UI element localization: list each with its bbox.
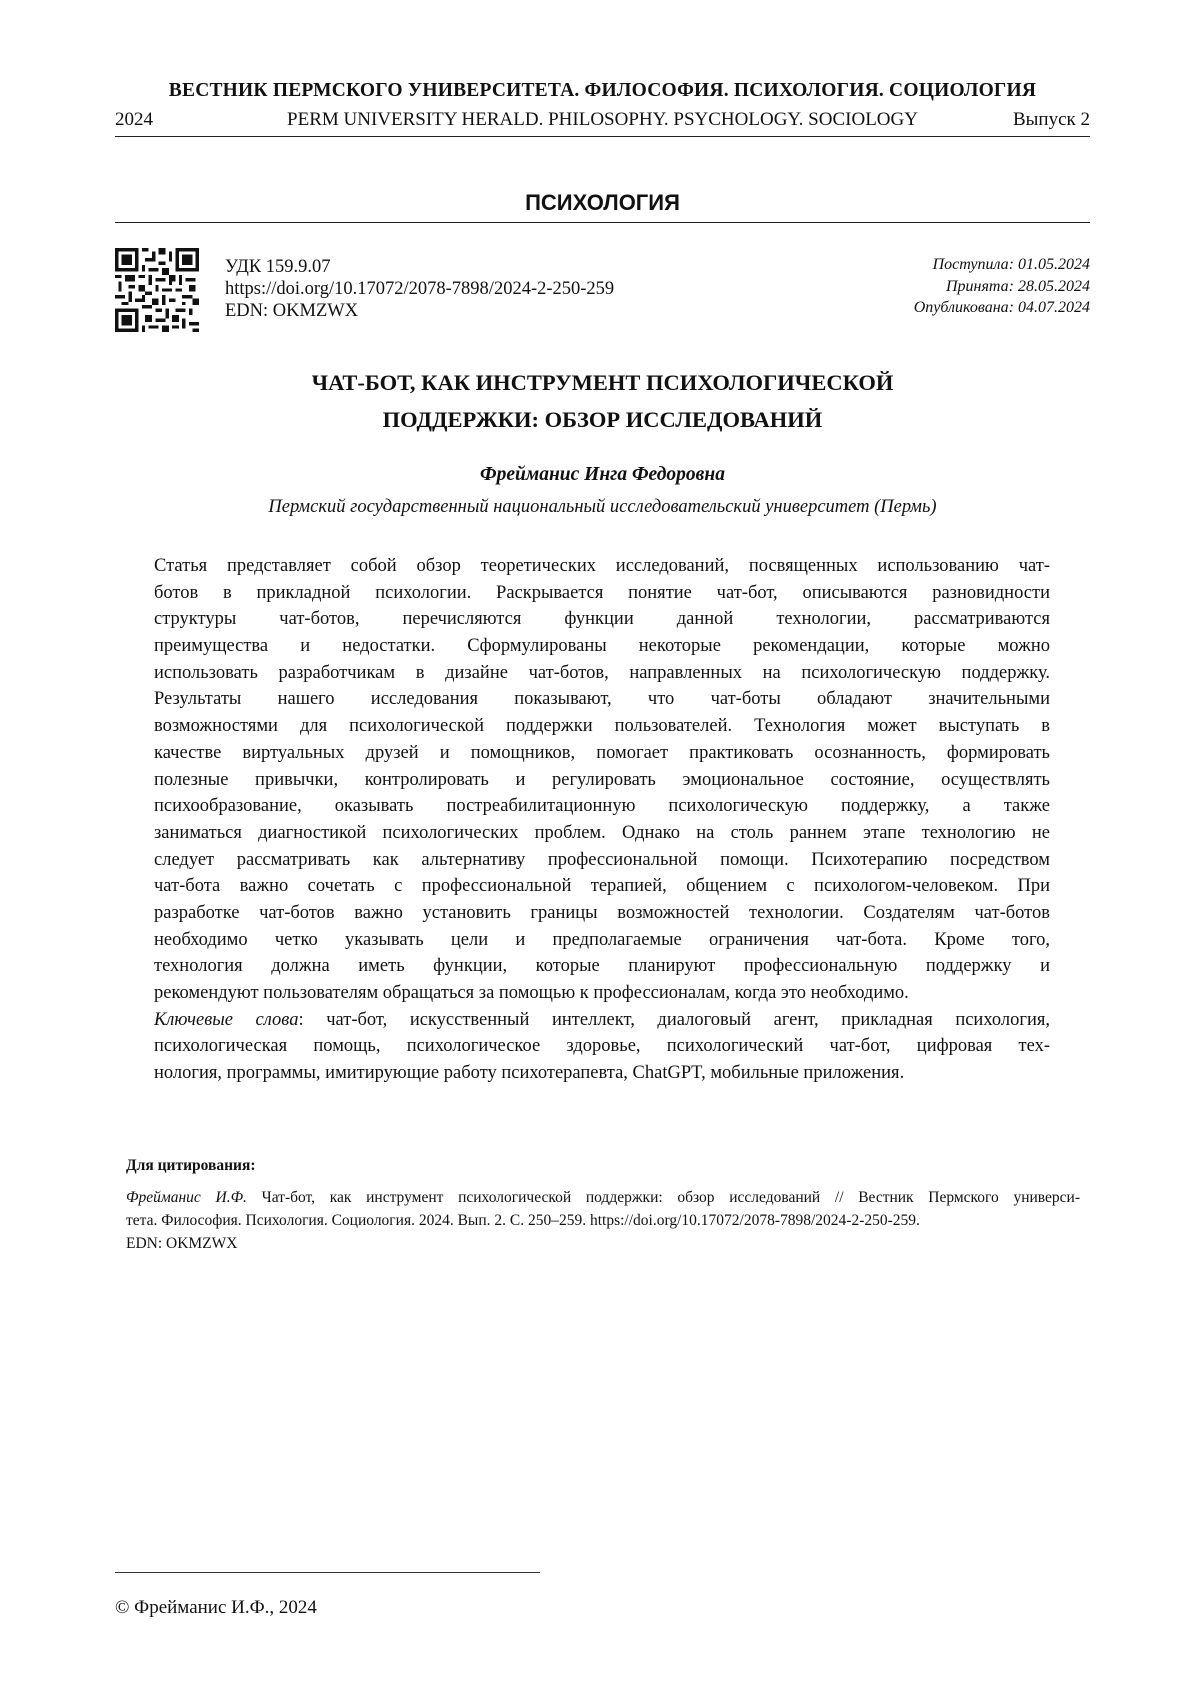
abstract-line: структуры чат-ботов, перечисляются функции данной технологии, рассматриваются [154, 606, 1050, 633]
abstract [154, 553, 1050, 1087]
article-page [0, 0, 1200, 1697]
author-affiliation: Пермский государственный национальный исследовательский университет (Пермь) [115, 497, 1090, 518]
header-divider [115, 136, 1090, 137]
keywords-label: Ключевые слова [154, 1010, 298, 1030]
abstract-line: заниматься диагностикой психологических проблем. Однако на столь раннем этапе технологию не [154, 820, 1050, 847]
abstract-line: преимущества и недостатки. Сформулированы некоторые рекомендации, которые можно [154, 633, 1050, 660]
abstract-line: Статья представляет собой обзор теоретических исследований, посвященных использованию чат- [154, 553, 1050, 580]
abstract-line: разработке чат-ботов важно установить границы возможностей технологии. Создателям чат-ботов [154, 900, 1050, 927]
abstract-line: технология должна иметь функции, которые планируют профессиональную поддержку и [154, 953, 1050, 980]
keywords-text: : чат-бот, искусственный интеллект, диалоговый агент, прикладная психология, [298, 1010, 1050, 1030]
citation-text: Чат-бот, как инструмент психологической поддержки: обзор исследований // Вестник Пермского универси- [247, 1189, 1080, 1206]
abstract-line: следует рассматривать как альтернативу профессиональной помощи. Психотерапию посредством [154, 847, 1050, 874]
journal-year: 2024 [115, 109, 153, 131]
date-received: Поступила: 01.05.2024 [914, 254, 1090, 276]
citation-line: EDN: OKMZWX [126, 1232, 1080, 1255]
abstract-line: возможностями для психологической поддержки пользователей. Технология может выступать в [154, 713, 1050, 740]
abstract-line: ботов в прикладной психологии. Раскрывается понятие чат-бот, описываются разновидности [154, 580, 1050, 607]
keywords-line: нология, программы, имитирующие работу психотерапевта, ChatGPT, мобильные приложения. [154, 1060, 1050, 1087]
abstract-line: чат-бота важно сочетать с профессиональной терапией, общением с психологом-человеком. При [154, 873, 1050, 900]
doi-link: https://doi.org/10.17072/2078-7898/2024-2-250-259 [225, 278, 614, 300]
date-published: Опубликована: 04.07.2024 [914, 297, 1090, 319]
citation [126, 1186, 1080, 1255]
copyright: © Фрейманис И.Ф., 2024 [115, 1597, 317, 1619]
footnote-divider [115, 1572, 540, 1573]
keywords-line [154, 1007, 1050, 1034]
journal-info-row [115, 109, 1090, 133]
qr-code-icon [115, 248, 199, 332]
journal-title-en: PERM UNIVERSITY HERALD. PHILOSOPHY. PSYCHOLOGY. SOCIOLOGY [115, 109, 1090, 131]
article-title [115, 364, 1090, 438]
edn-code: EDN: OKMZWX [225, 300, 614, 322]
article-title-line: ЧАТ-БОТ, КАК ИНСТРУМЕНТ ПСИХОЛОГИЧЕСКОЙ [115, 364, 1090, 401]
journal-title-ru: ВЕСТНИК ПЕРМСКОГО УНИВЕРСИТЕТА. ФИЛОСОФИЯ. ПСИХОЛОГИЯ. СОЦИОЛОГИЯ [115, 80, 1090, 102]
abstract-line: использовать разработчикам в дизайне чат-ботов, направленных на психологическую поддержку. [154, 660, 1050, 687]
abstract-line: рекомендуют пользователям обращаться за помощью к профессионалам, когда это необходимо. [154, 980, 1050, 1007]
journal-issue: Выпуск 2 [1013, 109, 1090, 131]
date-accepted: Принята: 28.05.2024 [914, 276, 1090, 298]
article-title-line: ПОДДЕРЖКИ: ОБЗОР ИССЛЕДОВАНИЙ [115, 401, 1090, 438]
article-author: Фрейманис Инга Федоровна [115, 464, 1090, 486]
abstract-line: психообразование, оказывать постреабилитационную психологическую поддержку, а также [154, 793, 1050, 820]
abstract-line: Результаты нашего исследования показывают, что чат-боты обладают значительными [154, 686, 1050, 713]
citation-author: Фрейманис И.Ф. [126, 1189, 247, 1206]
abstract-line: полезные привычки, контролировать и регулировать эмоциональное состояние, осуществлять [154, 767, 1050, 794]
citation-heading: Для цитирования: [126, 1157, 256, 1175]
publication-dates [914, 254, 1090, 319]
citation-line: тета. Философия. Психология. Социология. 2024. Вып. 2. С. 250–259. https://doi.org/10.17072/2078-7898/2024-2-250-259. [126, 1209, 1080, 1232]
section-divider [115, 222, 1090, 223]
article-meta [225, 256, 614, 322]
keywords-line: психологическая помощь, психологическое здоровье, психологический чат-бот, цифровая тех- [154, 1033, 1050, 1060]
section-title: ПСИХОЛОГИЯ [115, 190, 1090, 216]
udk-code: УДК 159.9.07 [225, 256, 614, 278]
abstract-line: качестве виртуальных друзей и помощников, помогает практиковать осознанность, формировать [154, 740, 1050, 767]
abstract-line: необходимо четко указывать цели и предполагаемые ограничения чат-бота. Кроме того, [154, 927, 1050, 954]
citation-line [126, 1186, 1080, 1209]
